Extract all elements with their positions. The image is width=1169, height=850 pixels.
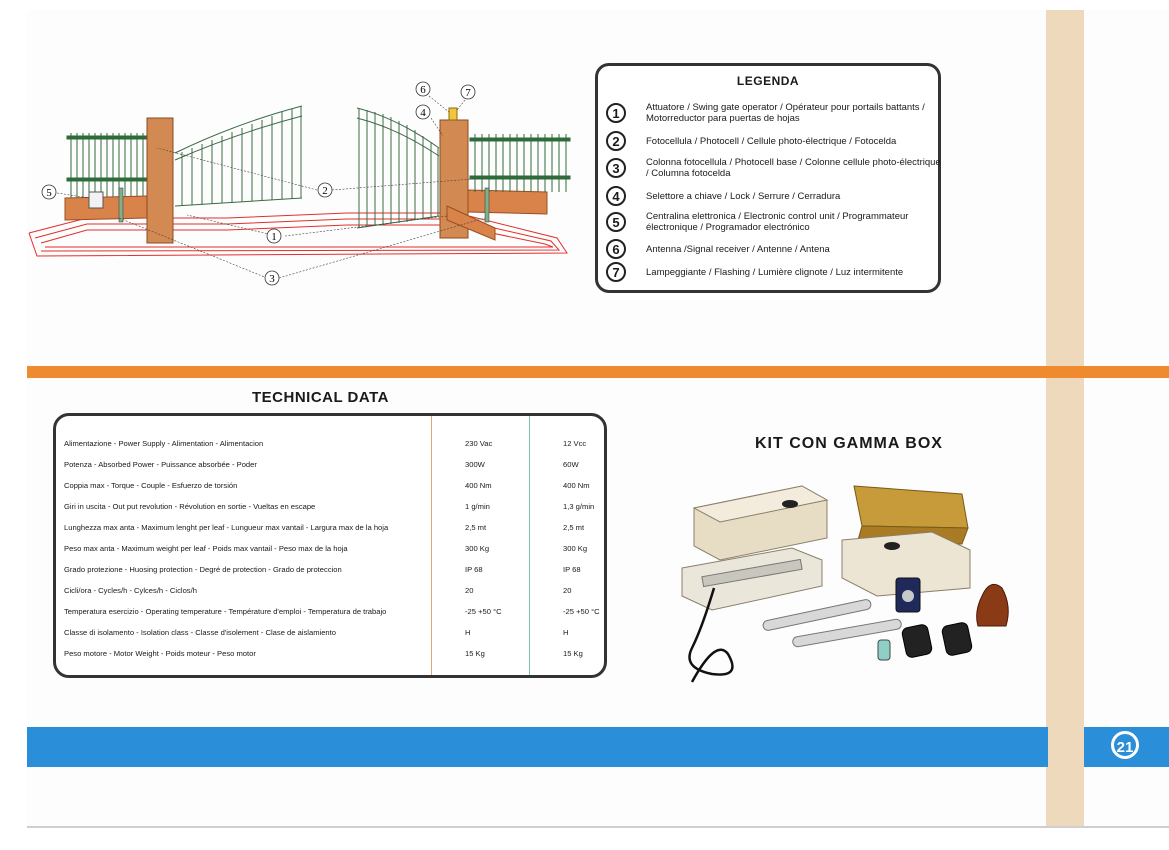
- spec-label: Lunghezza max anta - Maximum lenght per leaf - Lungueur max vantail - Largura max de la hoja: [64, 523, 389, 532]
- callout-6: 6: [420, 84, 426, 96]
- legend-text: Colonna fotocellula / Photocell base / Colonne cellule photo-électrique / Columna fotocelda: [646, 157, 941, 179]
- legend-item-1: [606, 102, 942, 124]
- spec-value-230v: 20: [465, 586, 474, 595]
- legend-item-4: [606, 186, 942, 206]
- table-row: [64, 649, 604, 663]
- spec-label: Peso max anta - Maximum weight per leaf - Poids max vantail - Peso max de la hoja: [64, 544, 348, 553]
- photocell-column-left: [119, 188, 123, 222]
- legend-number: 1: [606, 103, 626, 123]
- beige-margin-strip: [1046, 10, 1084, 828]
- photocell-column-right: [485, 188, 489, 222]
- spec-value-230v: 300W: [465, 460, 485, 469]
- antenna-module: [878, 640, 890, 660]
- blue-footer-band: [27, 727, 1048, 767]
- table-row: [64, 460, 604, 474]
- key-lock: [902, 590, 914, 602]
- spec-label: Grado protezione - Huosing protection - Degré de protection - Grado de proteccion: [64, 565, 342, 574]
- spec-value-230v: 2,5 mt: [465, 523, 487, 532]
- spec-value-230v: 400 Nm: [465, 481, 492, 490]
- legend-number: 6: [606, 239, 626, 259]
- left-gate-leaf: [175, 106, 302, 206]
- legend-item-2: [606, 131, 942, 151]
- spec-label: Coppia max - Torque - Couple - Esfuerzo de torsión: [64, 481, 238, 490]
- spec-value-12v: 60W: [563, 460, 579, 469]
- spec-value-12v: 2,5 mt: [563, 523, 585, 532]
- legend-text: Antenna /Signal receiver / Antenne / Antena: [646, 243, 830, 255]
- table-row: [64, 481, 604, 495]
- callout-5: 5: [46, 187, 52, 199]
- spec-value-230v: H: [465, 628, 471, 637]
- callout-7: 7: [465, 87, 471, 99]
- left-fence: [67, 133, 147, 203]
- spec-value-230v: 1 g/min: [465, 502, 490, 511]
- spec-value-12v: IP 68: [563, 565, 581, 574]
- flashing-lamp-photo: [977, 584, 1009, 626]
- table-row: [64, 544, 604, 558]
- photocell-2: [941, 622, 973, 657]
- spec-value-230v: 300 Kg: [465, 544, 490, 553]
- spec-value-230v: -25 +50 °C: [465, 607, 502, 616]
- table-row: [64, 628, 604, 642]
- legend-item-6: [606, 239, 942, 259]
- left-pillar: [147, 118, 173, 243]
- right-wall-base: [468, 190, 547, 214]
- spec-label: Classe di isolamento - Isolation class - Classe d'isolement - Clase de aislamiento: [64, 628, 336, 637]
- technical-data-title: TECHNICAL DATA: [252, 389, 389, 406]
- legend-text: Fotocellula / Photocell / Cellule photo-électrique / Fotocelda: [646, 135, 897, 147]
- spec-value-12v: H: [563, 628, 569, 637]
- gearbox-hole: [782, 500, 798, 508]
- spec-label: Giri in uscita - Out put revolution - Révolution en sortie - Vueltas en escape: [64, 502, 316, 511]
- table-row: [64, 439, 604, 453]
- legend-text: Attuatore / Swing gate operator / Opérateur pour portails battants / Motorreductor para puertas de hojas: [646, 102, 925, 124]
- legend-number: 2: [606, 131, 626, 151]
- spec-label: Alimentazione - Power Supply - Alimentation - Alimentacion: [64, 439, 264, 448]
- legend-item-7: [606, 262, 942, 282]
- right-fence: [470, 134, 570, 192]
- kit-title: KIT CON GAMMA BOX: [755, 435, 943, 452]
- callout-4: 4: [420, 107, 426, 119]
- table-row: [64, 523, 604, 537]
- spec-value-230v: IP 68: [465, 565, 483, 574]
- legend-number: 7: [606, 262, 626, 282]
- table-row: [64, 586, 604, 600]
- legend-item-5: [606, 211, 942, 233]
- spec-label: Potenza - Absorbed Power - Puissance absorbée - Poder: [64, 460, 257, 469]
- spec-value-12v: 12 Vcc: [563, 439, 587, 448]
- spec-value-12v: 1,3 g/min: [563, 502, 595, 511]
- legend-number: 3: [606, 158, 626, 178]
- legend-text: Lampeggiante / Flashing / Lumière clignote / Luz intermitente: [646, 266, 904, 278]
- legend-number: 5: [606, 212, 626, 232]
- legend-title: LEGENDA: [736, 74, 800, 88]
- legend-text: Centralina elettronica / Electronic control unit / Programmateur électronique / Programador electrónico: [646, 211, 909, 233]
- second-gearbox-hole: [884, 542, 900, 550]
- flashing-lamp: [449, 108, 457, 120]
- spec-value-12v: 300 Kg: [563, 544, 588, 553]
- right-gate-leaf: [357, 108, 439, 228]
- page-number: 21: [1111, 731, 1139, 759]
- photocell-1: [901, 624, 933, 659]
- spec-value-230v: 15 Kg: [465, 649, 485, 658]
- gate-installation-diagram: [27, 78, 575, 290]
- legend-text: Selettore a chiave / Lock / Serrure / Cerradura: [646, 190, 841, 202]
- legend-number: 4: [606, 186, 626, 206]
- gold-cover: [854, 486, 968, 528]
- spec-label: Temperatura esercizio - Operating temperature - Température d'emploi - Temperatura de trabajo: [64, 607, 387, 616]
- left-wall-base: [65, 196, 147, 220]
- spec-value-230v: 230 Vac: [465, 439, 493, 448]
- orange-divider-band: [27, 366, 1169, 378]
- spec-value-12v: 20: [563, 586, 572, 595]
- technical-data-table: [53, 413, 607, 678]
- spec-value-12v: 400 Nm: [563, 481, 590, 490]
- legend-item-3: [606, 157, 942, 179]
- legend-box: [595, 63, 941, 293]
- callout-2: 2: [322, 185, 328, 197]
- control-unit-box: [89, 192, 103, 208]
- table-row: [64, 502, 604, 516]
- spec-value-12v: 15 Kg: [563, 649, 583, 658]
- spec-label: Cicli/ora - Cycles/h - Cylces/h - Ciclos/h: [64, 586, 197, 595]
- callout-3: 3: [269, 273, 275, 285]
- page-bottom-edge: [27, 826, 1169, 828]
- kit-product-photo: [672, 478, 1032, 690]
- spec-label: Peso motore - Motor Weight - Poids moteur - Peso motor: [64, 649, 256, 658]
- spec-value-12v: -25 +50 °C: [563, 607, 600, 616]
- callout-1: 1: [271, 231, 277, 243]
- table-row: [64, 607, 604, 621]
- table-row: [64, 565, 604, 579]
